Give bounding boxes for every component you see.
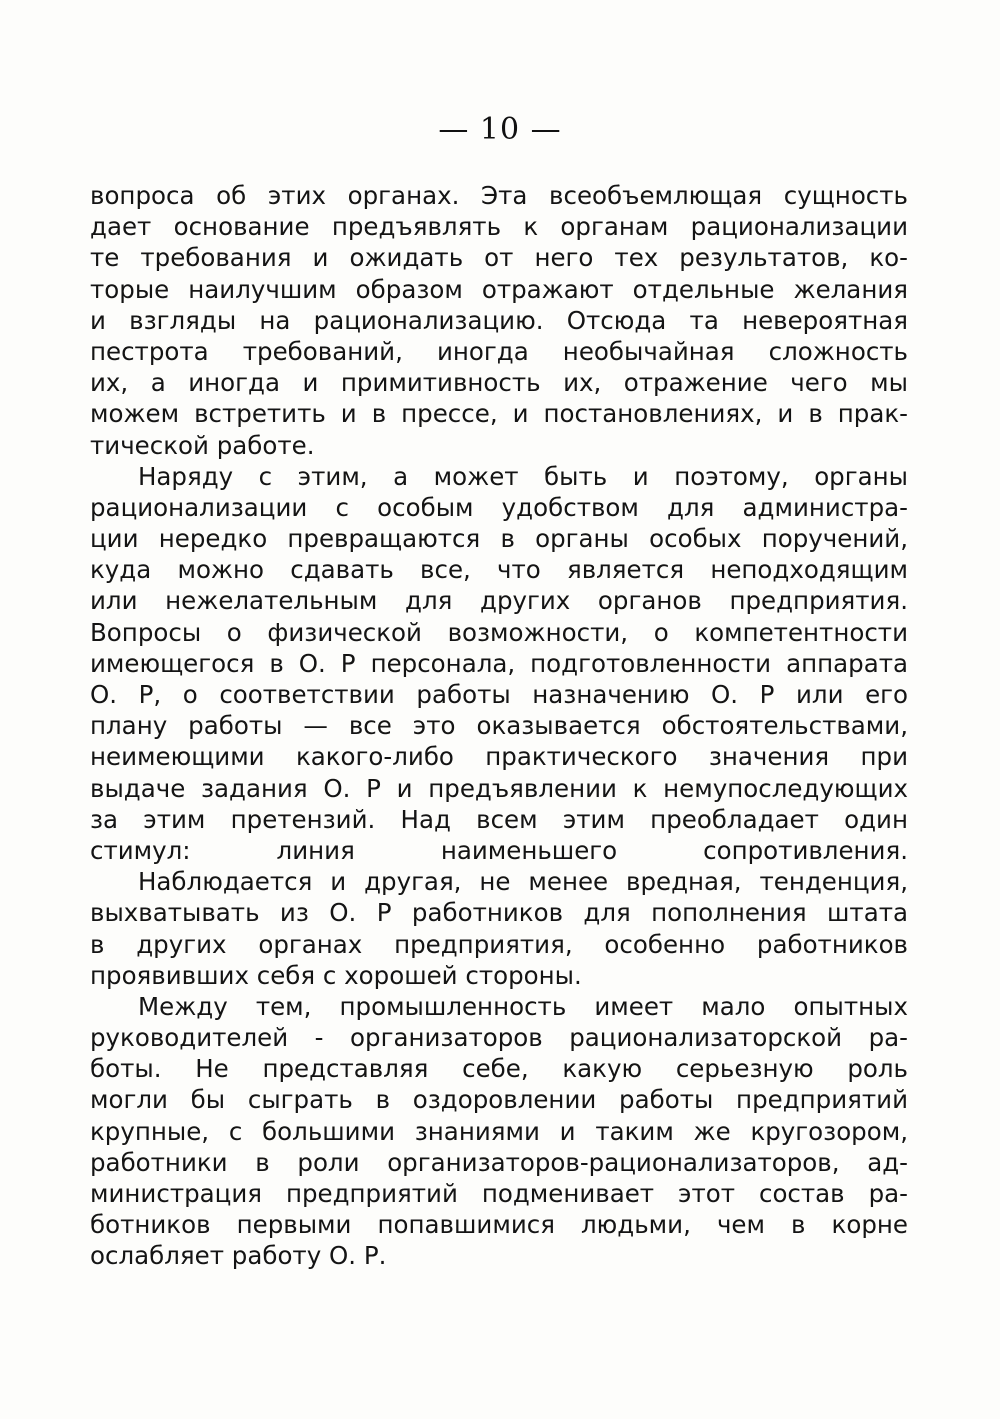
text-line: имеющегося в О. Р персонала, подготовленности аппарата: [90, 648, 908, 678]
text-line: Наряду с этим, а может быть и поэтому, органы: [138, 461, 908, 491]
text-line: ции нередко превращаются в органы особых поручений,: [90, 524, 908, 554]
text-line: стимул: линия наименьшего сопротивления.: [90, 835, 908, 865]
text-line: вопроса об этих органах. Эта всеобъемлющая сущность: [90, 181, 908, 210]
text-line: боты. Не представляя себе, какую серьезную роль: [90, 1054, 908, 1084]
text-line: О. Р, о соответствии работы назначению О. Р или его: [90, 680, 908, 709]
text-line: руководителей - организаторов рационализаторской ра-: [90, 1023, 908, 1053]
text-line: работники в роли организаторов-рационализаторов, ад-: [90, 1147, 908, 1177]
body-text: [90, 180, 908, 1272]
text-line: пестрота требований, иногда необычайная сложность: [90, 336, 908, 366]
text-line: выхватывать из О. Р работников для пополнения штата: [90, 898, 908, 928]
text-line: крупные, с большими знаниями и таким же кругозором,: [90, 1116, 908, 1146]
text-line: дает основание предъявлять к органам рационализации: [90, 212, 908, 242]
text-line: ботников первыми попавшимися людьми, чем в корне: [90, 1210, 908, 1240]
text-line: в других органах предприятия, особенно работников: [90, 929, 908, 959]
text-line: или нежелательным для других органов предприятия.: [90, 586, 908, 616]
text-line: их, а иногда и примитивность их, отражение чего мы: [90, 368, 908, 398]
text-line: проявивших себя с хорошей стороны.: [90, 960, 582, 990]
text-line: и взгляды на рационализацию. Отсюда та невероятная: [90, 305, 908, 335]
text-line: куда можно сдавать все, что является неподходящим: [90, 555, 908, 585]
text-line: Между тем, промышленность имеет мало опытных: [138, 991, 908, 1021]
text-line: рационализации с особым удобством для администра-: [90, 492, 908, 522]
text-line: плану работы — все это оказывается обстоятельствами,: [90, 711, 908, 741]
text-line: можем встретить и в прессе, и постановлениях, и в прак-: [90, 399, 908, 429]
text-line: неимеющими какого-либо практического значения при: [90, 742, 908, 772]
text-line: за этим претензий. Над всем этим преобладает один: [90, 804, 908, 834]
text-line: ослабляет работу О. Р.: [90, 1241, 387, 1271]
text-line: торые наилучшим образом отражают отдельные желания: [90, 274, 908, 304]
text-line: Вопросы о физической возможности, о компетентности: [90, 617, 908, 647]
text-line: Наблюдается и другая, не менее вредная, тенденция,: [138, 867, 908, 897]
text-line: тической работе.: [90, 430, 315, 460]
text-line: министрация предприятий подменивает этот состав ра-: [90, 1179, 908, 1208]
text-line: выдаче задания О. Р и предъявлении к немупоследующих: [90, 773, 908, 803]
text-line: те требования и ожидать от него тех результатов, ко-: [90, 243, 908, 273]
text-line: могли бы сыграть в оздоровлении работы предприятий: [90, 1085, 908, 1115]
page-number: — 10 —: [438, 112, 562, 147]
